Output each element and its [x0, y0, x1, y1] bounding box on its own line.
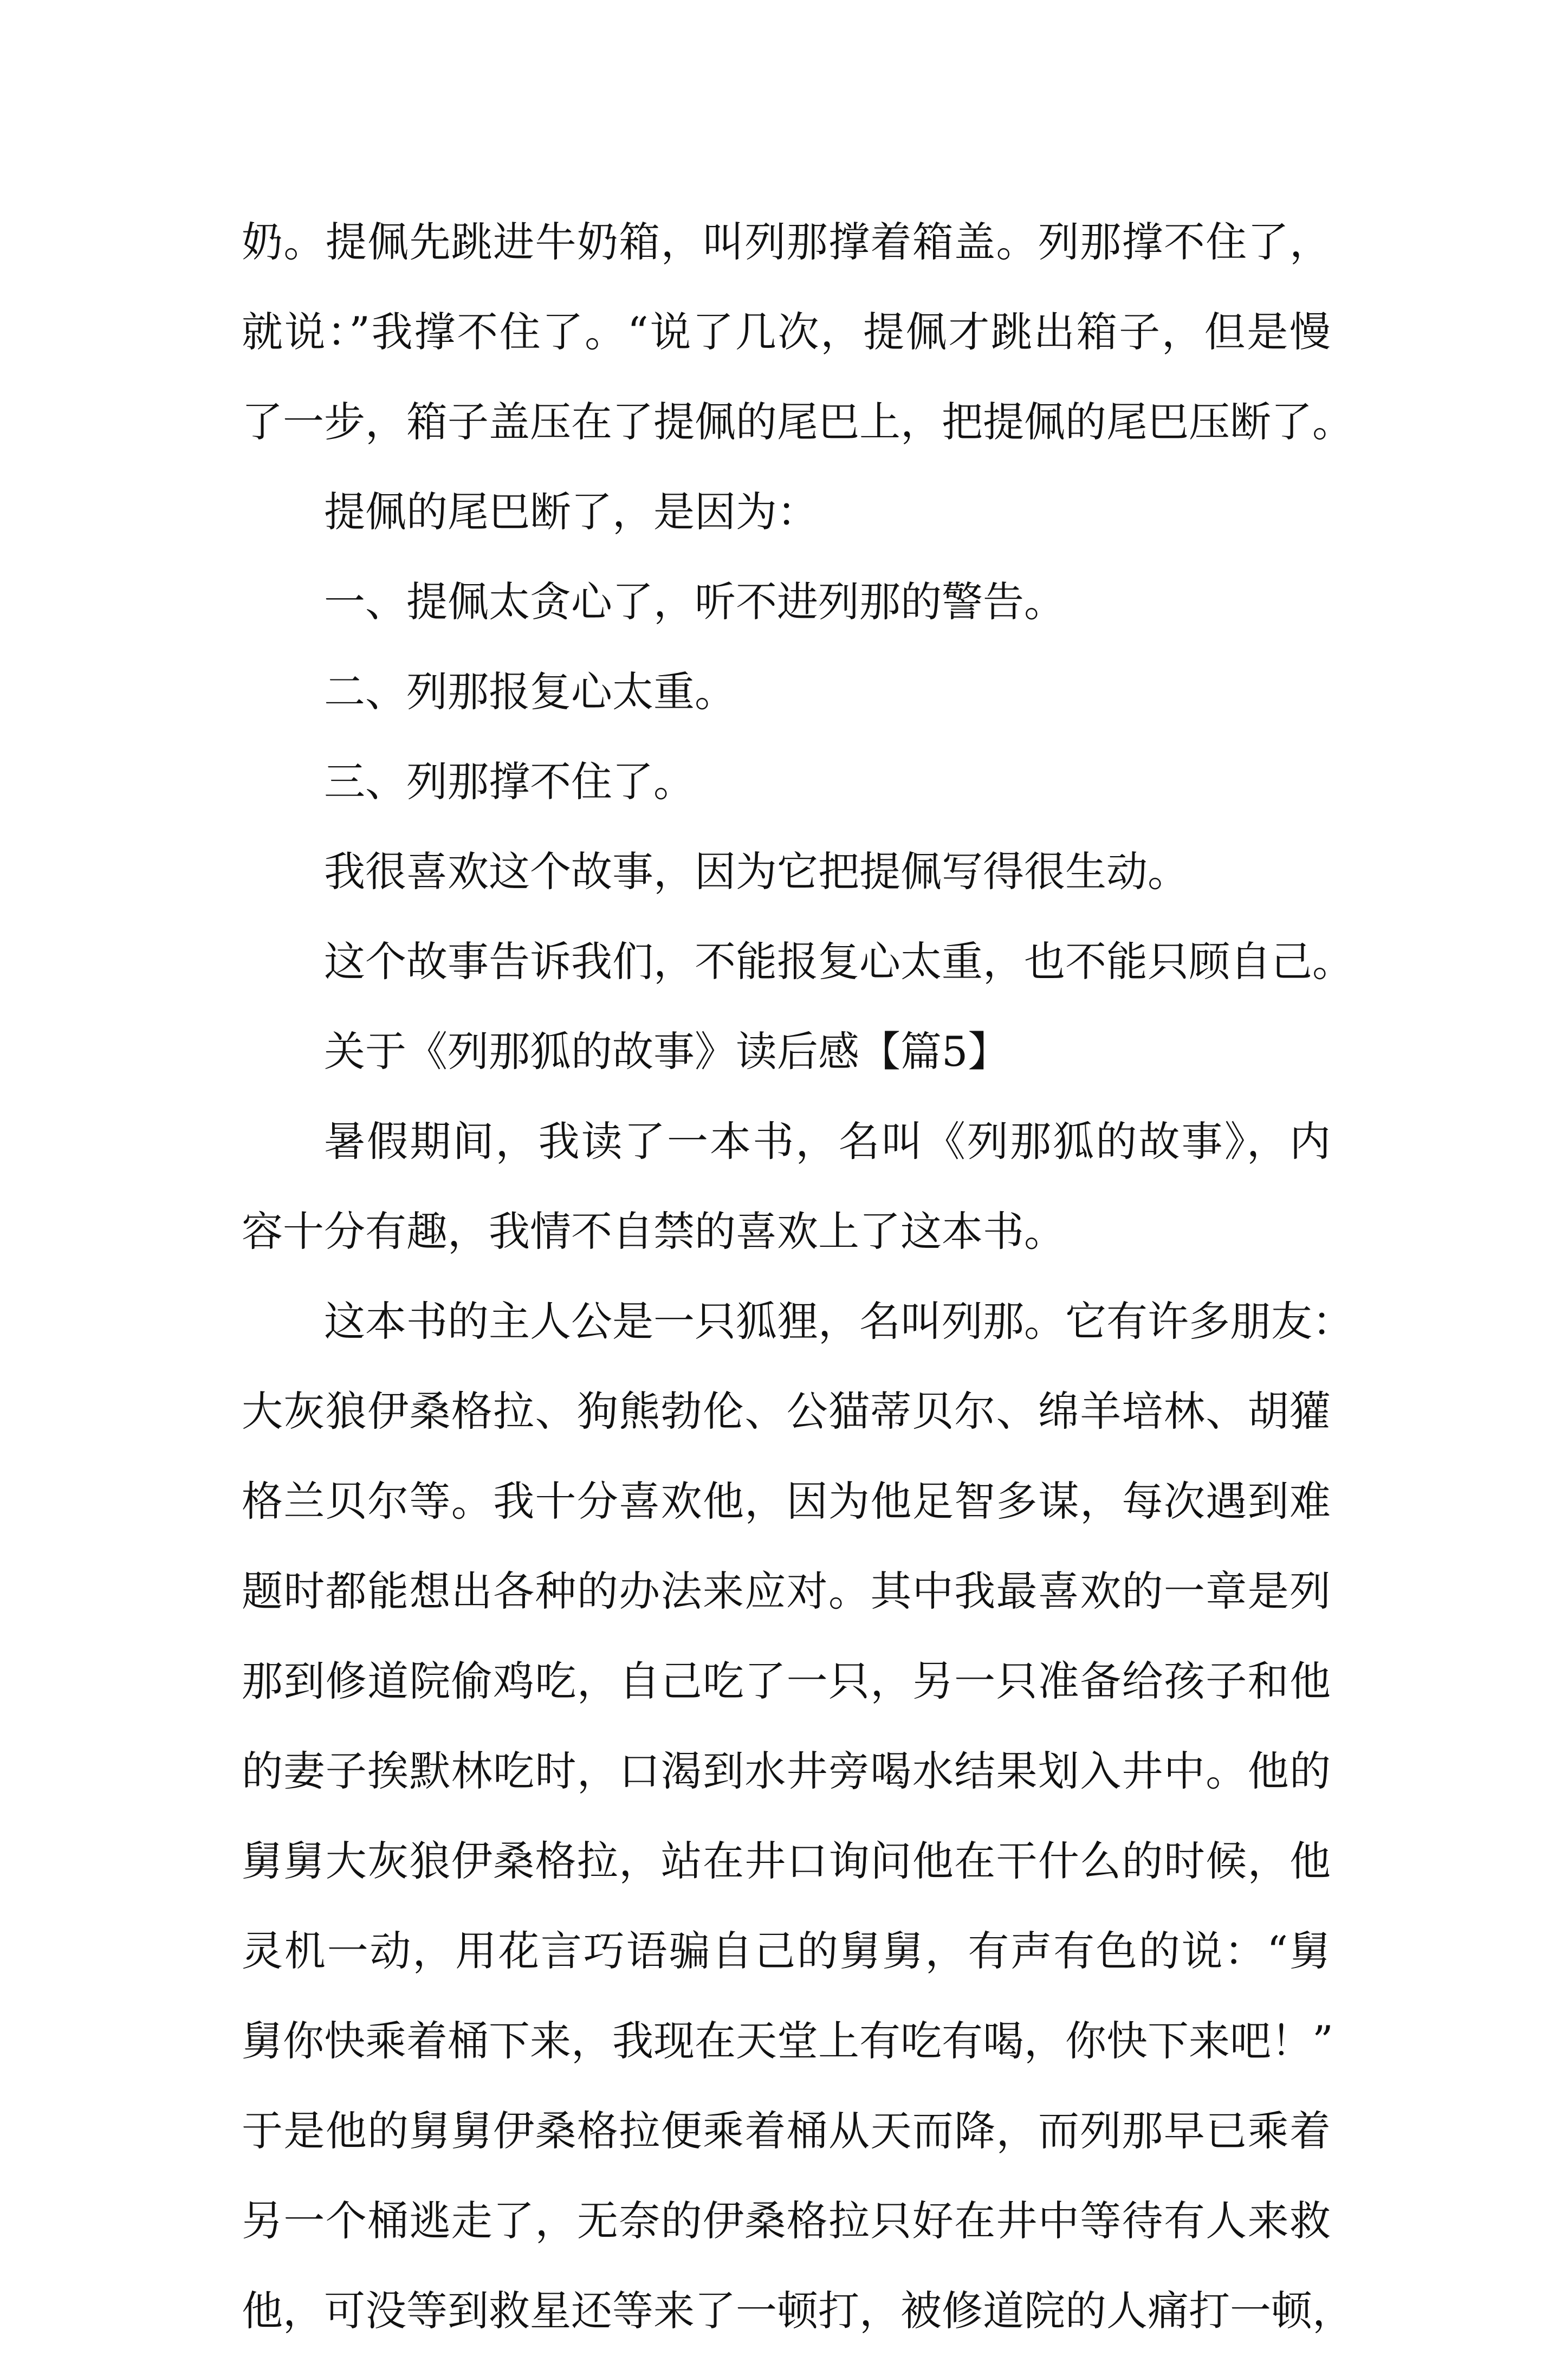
document-body: [242, 197, 1353, 2356]
text-line: 一、提佩太贪心了，听不进列那的警告。: [324, 578, 1065, 626]
text-line: 舅你快乘着桶下来，我现在天堂上有吃有喝，你快下来吧！”: [242, 2017, 1333, 2065]
text-line: 大灰狼伊桑格拉、狗熊勃伦、公猫蒂贝尔、绵羊培林、胡獾: [242, 1387, 1331, 1435]
text-line: 这个故事告诉我们，不能报复心太重，也不能只顾自己。: [324, 937, 1353, 986]
text-line: 另一个桶逃走了，无奈的伊桑格拉只好在井中等待有人来救: [242, 2197, 1331, 2245]
text-line: 这本书的主人公是一只狐狸，名叫列那。它有许多朋友：: [324, 1297, 1353, 1345]
text-line: 暑假期间，我读了一本书，名叫《列那狐的故事》，内: [324, 1117, 1331, 1166]
text-line: 的妻子挨默林吃时，口渴到水井旁喝水结果划入井中。他的: [242, 1747, 1331, 1795]
text-line: 三、列那撑不住了。: [324, 758, 695, 806]
text-line: 就说：”我撑不住了。“说了几次，提佩才跳出箱子，但是慢: [242, 308, 1331, 356]
text-line: 舅舅大灰狼伊桑格拉，站在井口询问他在干什么的时候，他: [242, 1837, 1331, 1885]
text-line: 容十分有趣，我情不自禁的喜欢上了这本书。: [242, 1207, 1065, 1255]
text-line: 题时都能想出各种的办法来应对。其中我最喜欢的一章是列: [242, 1567, 1331, 1615]
text-line: 灵机一动，用花言巧语骗自己的舅舅，有声有色的说：“舅: [242, 1927, 1331, 1975]
text-line: 二、列那报复心太重。: [324, 668, 736, 716]
text-line: 他，可没等到救星还等来了一顿打，被修道院的人痛打一顿，: [242, 2287, 1353, 2335]
text-line: 了一步，箱子盖压在了提佩的尾巴上，把提佩的尾巴压断了。: [242, 398, 1353, 446]
text-line: 奶。提佩先跳进牛奶箱，叫列那撑着箱盖。列那撑不住了，: [242, 218, 1331, 266]
text-line: 格兰贝尔等。我十分喜欢他，因为他足智多谋，每次遇到难: [242, 1477, 1331, 1525]
text-line: 于是他的舅舅伊桑格拉便乘着桶从天而降，而列那早已乘着: [242, 2107, 1331, 2155]
text-line: 那到修道院偷鸡吃，自己吃了一只，另一只准备给孩子和他: [242, 1657, 1331, 1705]
text-line: 关于《列那狐的故事》读后感【篇5】: [324, 1027, 1009, 1076]
text-line: 提佩的尾巴断了，是因为：: [324, 488, 818, 536]
text-line: 我很喜欢这个故事，因为它把提佩写得很生动。: [324, 847, 1189, 896]
